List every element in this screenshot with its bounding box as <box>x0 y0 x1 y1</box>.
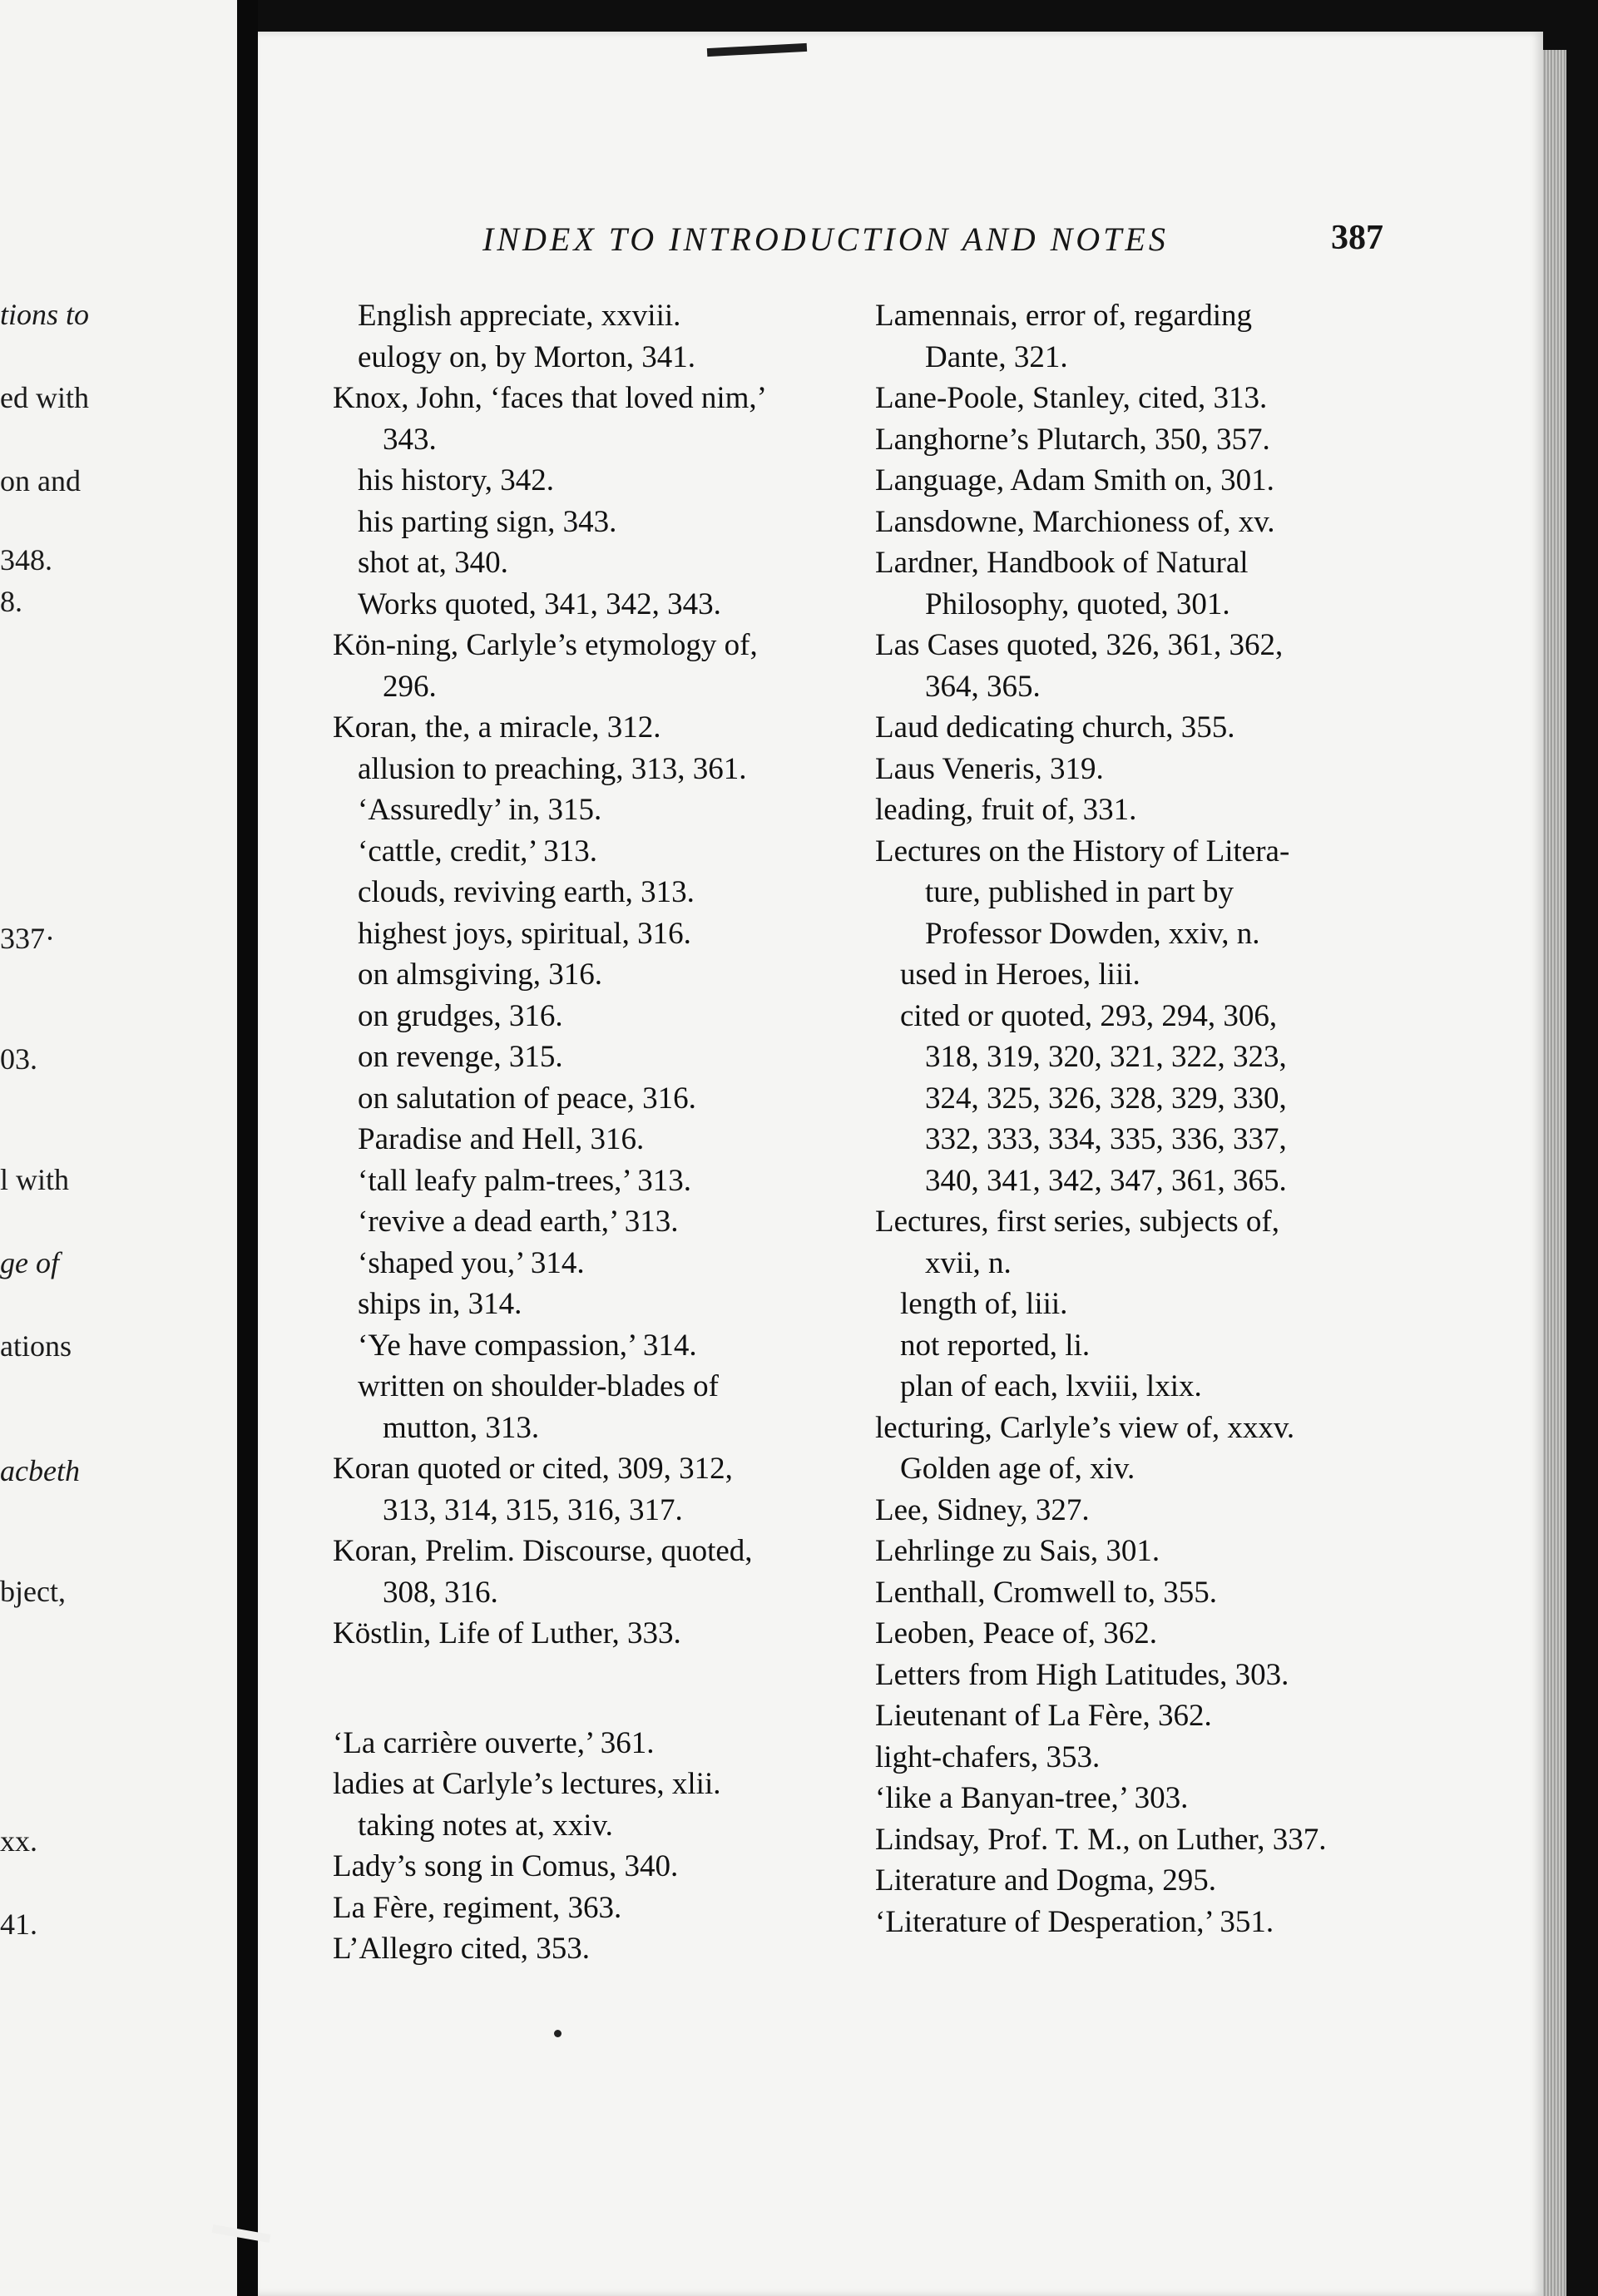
index-subentry: ‘revive a dead earth,’ 313. <box>358 1205 679 1239</box>
index-subentry: Golden age of, xiv. <box>900 1452 1135 1486</box>
index-subentry: ships in, 314. <box>358 1287 522 1321</box>
index-subentry: clouds, reviving earth, 313. <box>358 875 695 909</box>
index-entry: Literature and Dogma, 295. <box>875 1863 1216 1898</box>
index-entry: Lenthall, Cromwell to, 355. <box>875 1575 1218 1610</box>
index-entry: L’Allegro cited, 353. <box>333 1932 590 1966</box>
index-subentry: allusion to preaching, 313, 361. <box>358 751 747 786</box>
index-subentry: Professor Dowden, xxiv, n. <box>925 916 1260 951</box>
facing-page-text: acbeth <box>0 1454 80 1487</box>
index-subentry: on grudges, 316. <box>358 998 563 1033</box>
index-subentry: Dante, 321. <box>925 339 1068 374</box>
index-subentry: 340, 341, 342, 347, 361, 365. <box>925 1163 1287 1198</box>
index-subentry: shot at, 340. <box>358 546 508 580</box>
index-entry: Knox, John, ‘faces that loved nim,’ <box>333 381 767 415</box>
index-entry: ‘Literature of Desperation,’ 351. <box>875 1904 1274 1939</box>
index-subentry: his history, 342. <box>358 463 555 497</box>
index-entry: ‘like a Banyan-tree,’ 303. <box>875 1781 1189 1815</box>
index-entry: ‘La carrière ouverte,’ 361. <box>333 1725 655 1760</box>
index-entry: Lamennais, error of, regarding <box>875 299 1253 333</box>
index-entry: Lindsay, Prof. T. M., on Luther, 337. <box>875 1822 1327 1857</box>
index-subentry: Paradise and Hell, 316. <box>358 1122 645 1156</box>
index-subentry: 364, 365. <box>925 669 1041 704</box>
facing-page-text: 348. <box>0 543 52 576</box>
index-column-right <box>875 295 1391 1942</box>
page-number: 387 <box>1331 219 1383 257</box>
index-subentry: length of, liii. <box>900 1287 1068 1321</box>
index-entry: Laud dedicating church, 355. <box>875 710 1235 745</box>
facing-page-text: ge of <box>0 1246 59 1279</box>
index-entry: Las Cases quoted, 326, 361, 362, <box>875 628 1284 662</box>
index-entry: Koran quoted or cited, 309, 312, <box>333 1452 733 1486</box>
index-subentry: mutton, 313. <box>383 1410 540 1445</box>
index-subentry: eulogy on, by Morton, 341. <box>358 339 695 374</box>
facing-page-text: 03. <box>0 1042 37 1076</box>
page-edges <box>1543 50 1566 2296</box>
index-entry: light-chafers, 353. <box>875 1739 1101 1774</box>
index-subentry: xvii, n. <box>925 1245 1012 1280</box>
running-head-title: INDEX TO INTRODUCTION AND NOTES <box>482 220 1169 258</box>
index-subentry: 296. <box>383 669 437 704</box>
index-subentry: 343. <box>383 422 437 457</box>
index-subentry: taking notes at, xxiv. <box>358 1808 613 1843</box>
index-subentry: Works quoted, 341, 342, 343. <box>358 586 721 621</box>
index-subentry: 313, 314, 315, 316, 317. <box>383 1492 683 1527</box>
running-head <box>482 215 1398 265</box>
index-subentry: ‘cattle, credit,’ 313. <box>358 834 597 868</box>
index-entry: Language, Adam Smith on, 301. <box>875 463 1274 497</box>
index-entry: Leoben, Peace of, 362. <box>875 1616 1158 1650</box>
index-subentry: on salutation of peace, 316. <box>358 1081 696 1116</box>
index-entry: Lady’s song in Comus, 340. <box>333 1849 679 1883</box>
facing-page-text: 337· <box>0 922 55 955</box>
section-gap <box>333 1655 840 1723</box>
index-subentry: cited or quoted, 293, 294, 306, <box>900 998 1278 1033</box>
index-entry: Laus Veneris, 319. <box>875 751 1104 786</box>
index-entry: Letters from High Latitudes, 303. <box>875 1657 1289 1692</box>
index-subentry: written on shoulder-blades of <box>358 1369 719 1403</box>
index-subentry: not reported, li. <box>900 1328 1091 1363</box>
facing-page-text: bject, <box>0 1575 66 1608</box>
index-entry: Lehrlinge zu Sais, 301. <box>875 1534 1160 1568</box>
index-entry: Lansdowne, Marchioness of, xv. <box>875 504 1275 539</box>
index-entry: Lectures on the History of Litera- <box>875 834 1290 868</box>
facing-page-text: 41. <box>0 1908 37 1941</box>
facing-page-text: xx. <box>0 1824 37 1858</box>
index-entry: Koran, the, a miracle, 312. <box>333 710 661 745</box>
index-subentry: used in Heroes, liii. <box>900 957 1140 992</box>
index-entry: La Fère, regiment, 363. <box>333 1890 622 1925</box>
ink-dot <box>554 2030 562 2037</box>
index-subentry: ‘Assuredly’ in, 315. <box>358 793 602 827</box>
index-subentry: his parting sign, 343. <box>358 504 617 539</box>
facing-page-text: 8. <box>0 585 22 618</box>
index-subentry: on revenge, 315. <box>358 1040 563 1074</box>
facing-page-text: tions to <box>0 298 90 331</box>
index-entry: Lardner, Handbook of Natural <box>875 546 1249 580</box>
index-subentry: on almsgiving, 316. <box>358 957 602 992</box>
index-subentry: 318, 319, 320, 321, 322, 323, <box>925 1040 1287 1074</box>
index-column-left <box>333 295 840 1970</box>
index-subentry: English appreciate, xxviii. <box>358 299 681 333</box>
index-subentry: 324, 325, 326, 328, 329, 330, <box>925 1081 1287 1116</box>
book-gutter <box>237 0 258 2296</box>
index-entry: leading, fruit of, 331. <box>875 793 1137 827</box>
index-entry: Koran, Prelim. Discourse, quoted, <box>333 1534 753 1568</box>
index-subentry: 308, 316. <box>383 1575 498 1610</box>
index-entry: Kön-ning, Carlyle’s etymology of, <box>333 628 758 662</box>
index-subentry: highest joys, spiritual, 316. <box>358 916 691 951</box>
index-subentry: Philosophy, quoted, 301. <box>925 586 1230 621</box>
facing-page-fragment <box>0 0 237 2296</box>
index-entry: Köstlin, Life of Luther, 333. <box>333 1616 681 1650</box>
index-entry: Lieutenant of La Fère, 362. <box>875 1699 1212 1733</box>
index-subentry: ‘tall leafy palm-trees,’ 313. <box>358 1163 692 1198</box>
facing-page-text: ations <box>0 1329 72 1363</box>
facing-page-text: on and <box>0 464 81 497</box>
index-subentry: plan of each, lxviii, lxix. <box>900 1369 1202 1403</box>
index-entry: lecturing, Carlyle’s view of, xxxv. <box>875 1410 1295 1445</box>
index-entry: Lane-Poole, Stanley, cited, 313. <box>875 381 1268 415</box>
index-subentry: ture, published in part by <box>925 875 1234 909</box>
index-entry: Lectures, first series, subjects of, <box>875 1205 1279 1239</box>
index-entry: ladies at Carlyle’s lectures, xlii. <box>333 1767 721 1801</box>
index-subentry: 332, 333, 334, 335, 336, 337, <box>925 1122 1287 1156</box>
facing-page-text: ed with <box>0 381 89 414</box>
index-subentry: ‘Ye have compassion,’ 314. <box>358 1328 697 1363</box>
index-entry: Langhorne’s Plutarch, 350, 357. <box>875 422 1270 457</box>
facing-page-text: l with <box>0 1163 70 1196</box>
index-subentry: ‘shaped you,’ 314. <box>358 1245 585 1280</box>
index-entry: Lee, Sidney, 327. <box>875 1492 1090 1527</box>
